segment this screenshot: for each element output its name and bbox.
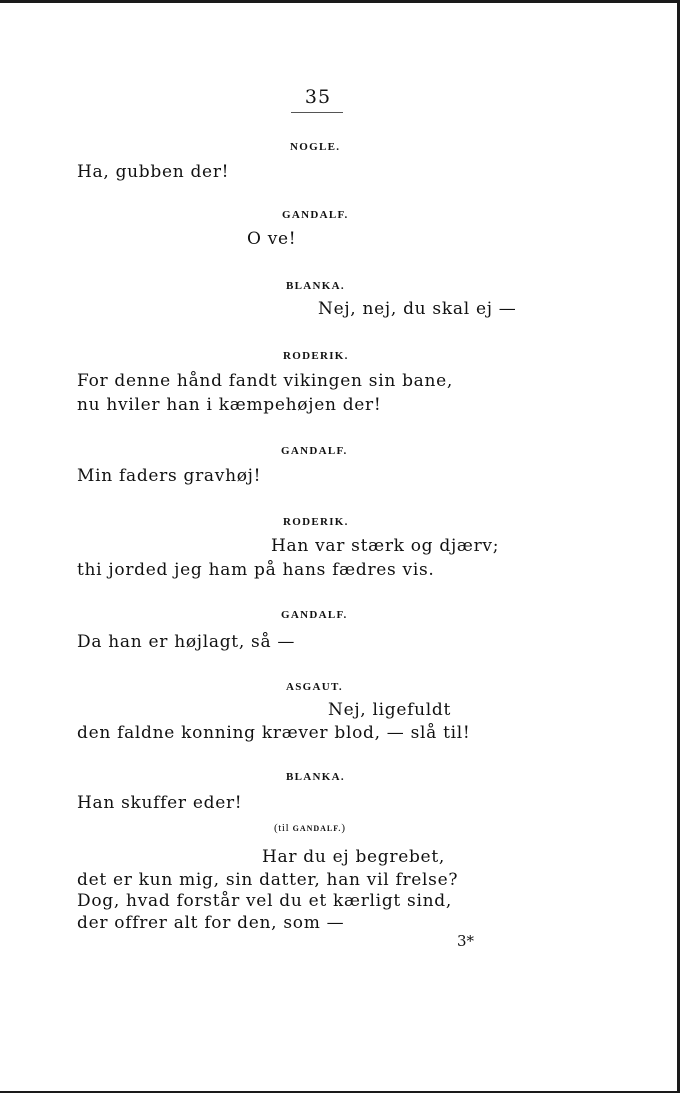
speaker-name: GANDALF. [281,609,348,621]
verse-line: For denne hånd fandt vikingen sin bane, [77,371,454,391]
page-number-rule [291,112,343,113]
speaker-name: BLANKA. [286,280,345,292]
verse-line: Han var stærk og djærv; [271,536,500,556]
page-number: 35 [304,86,332,108]
stage-direction-character: GANDALF. [292,824,342,833]
stage-direction-open: (til [274,822,293,834]
verse-line: der offrer alt for den, som — [77,913,345,933]
verse-line: thi jorded jeg ham på hans fædres vis. [77,560,435,580]
verse-line: det er kun mig, sin datter, han vil frelse? [77,870,459,890]
speaker-name: GANDALF. [281,445,348,457]
verse-line: Han skuffer eder! [77,793,243,813]
verse-line: den faldne konning kræver blod, — slå til! [77,723,471,743]
speaker-name: RODERIK. [283,516,349,528]
verse-line: Dog, hvad forstår vel du et kærligt sind, [77,891,452,911]
verse-line: O ve! [247,229,297,249]
verse-line: Min faders gravhøj! [77,466,262,486]
stage-direction-close: ) [341,822,346,834]
verse-line: nu hviler han i kæmpehøjen der! [77,395,382,415]
verse-line: Nej, ligefuldt [328,700,452,720]
speaker-name: RODERIK. [283,350,349,362]
speaker-name: NOGLE. [290,141,341,153]
printer-signature-mark: 3* [457,932,475,950]
page-border-top [0,0,680,3]
verse-line: Har du ej begrebet, [262,847,445,867]
speaker-name: BLANKA. [286,771,345,783]
verse-line: Da han er højlagt, så — [77,632,296,652]
stage-direction [274,822,346,834]
verse-line: Nej, nej, du skal ej — [318,299,517,319]
speaker-name: ASGAUT. [286,681,343,693]
verse-line: Ha, gubben der! [77,162,230,182]
speaker-name: GANDALF. [282,209,349,221]
